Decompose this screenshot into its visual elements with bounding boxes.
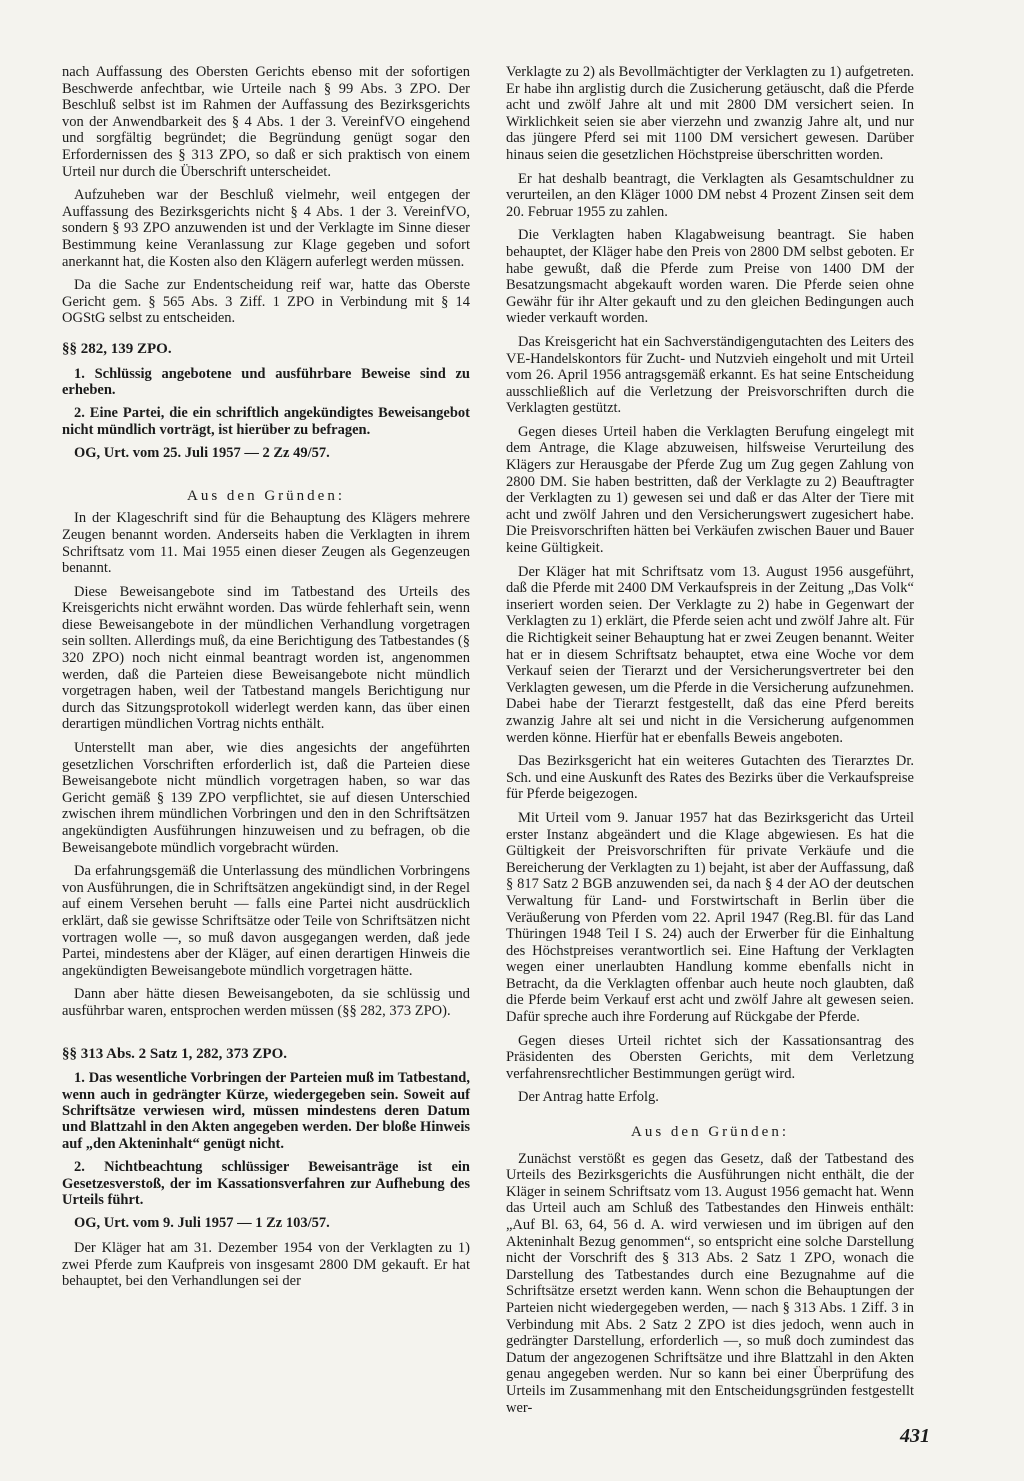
paragraph: Aufzuheben war der Beschluß vielmehr, weil entgegen der Auffassung des Bezirksgerichts nicht § 4 Abs. 1 der 3. VereinfVO, sondern § 93 ZPO anzuwenden ist und der Verklagte im Sinne dieser Bestimmung keine Veranlassung zur Klage gegeben und sofort anerkannt hat, die Kosten also den Klägern auferlegt werden müssen. <box>62 187 470 270</box>
paragraph: Das Bezirksgericht hat ein weiteres Gutachten des Tierarztes Dr. Sch. und eine Auskunft des Rates des Bezirks über die Verkaufspreise für Pferde beigezogen. <box>506 753 914 803</box>
paragraph: Verklagte zu 2) als Bevollmächtigter der Verklagten zu 1) aufgetreten. Er habe ihn arglistig durch die Zusicherung getäuscht, daß die Pferde acht und zwölf Jahre alt und mit 2800 DM versichert seien. In Wirklichkeit seien sie aber vierzehn und zwanzig Jahre alt, und nur das jüngere Pferd sei mit 1100 DM versichert gewesen. Darüber hinaus seien die gesetzlichen Höchstpreise überschritten worden. <box>506 64 914 163</box>
headnote: 2. Nichtbeachtung schlüssiger Beweisanträge ist ein Gesetzesverstoß, der im Kassationsverfahren zur Aufhebung des Urteils führt. <box>62 1159 470 1208</box>
paragraph: Mit Urteil vom 9. Januar 1957 hat das Bezirksgericht das Urteil erster Instanz abgeändert und die Klage abgewiesen. Es hat die Gültigkeit der Preisvorschriften für private Verkäufe und die Bereicherung der Verklagten zu 1) bejaht, ist aber der Auffassung, daß § 817 Satz 2 BGB anzuwenden sei, da nach § 4 der AO der deutschen Verwaltung für Land- und Forstwirtschaft in Berlin über die Veräußerung von Pferden vom 22. April 1947 (Reg.Bl. für das Land Thüringen 1948 Teil I S. 24) auch der Erwerber für die Einhaltung des Höchstpreises verantwortlich sei. Eine Haftung der Verklagten wegen einer unerlaubten Handlung komme ebenfalls nicht in Betracht, da die Verklagten offenbar auch heute noch glaubten, daß die Pferde beim Verkauf erst acht und zwölf Jahre alt gewesen seien. Dafür spreche auch ihre Forderung auf Rückgabe der Pferde. <box>506 809 914 1026</box>
paragraph: Er hat deshalb beantragt, die Verklagten als Gesamtschuldner zu verurteilen, an den Kläger 1000 DM nebst 4 Prozent Zinsen seit dem 20. Februar 1955 zu zahlen. <box>506 170 914 220</box>
paragraph: Da erfahrungsgemäß die Unterlassung des mündlichen Vorbringens von Ausführungen, die in Schriftsätzen angekündigt sind, in der Regel auf einem Versehen beruht — falls eine Partei nicht ausdrücklich erklärt, daß sie gewisse Schriftsätze oder Teile von Schriftsätzen nicht vortragen wolle —, so muß davon ausgegangen werden, daß jede Partei, mindestens aber der Kläger, auf einen derartigen Hinweis die angekündigten Beweisangebote mündlich vorgetragen hätte. <box>62 863 470 979</box>
paragraph: nach Auffassung des Obersten Gerichts ebenso mit der sofortigen Beschwerde anfechtbar, wie Urteile nach § 99 Abs. 3 ZPO. Der Beschluß selbst ist im Rahmen der Auffassung des Bezirksgerichts von der Anwendbarkeit des § 4 Abs. 1 der 3. VereinfVO eingehend und sorgfältig begründet; die Begründung genügt sogar den Erfordernissen des § 313 ZPO, so daß er sich praktisch von einem Urteil nur durch die Überschrift unterscheidet. <box>62 64 470 180</box>
paragraph: Unterstellt man aber, wie dies angesichts der angeführten gesetzlichen Vorschriften erforderlich ist, daß die Parteien diese Beweisangebote nicht mündlich vorgetragen haben, so war das Gericht gemäß § 139 ZPO verpflichtet, sie auf diesen Unterschied zwischen ihrem mündlichen Vorbringen und den in den Schriftsätzen angekündigten Ausführungen hinzuweisen und zu befragen, ob die Beweisangebote mündlich vorgebracht würden. <box>62 740 470 856</box>
reasons-heading: Aus den Gründen: <box>631 1124 789 1141</box>
paragraph: Diese Beweisangebote sind im Tatbestand des Urteils des Kreisgerichts nicht erwähnt worden. Das würde fehlerhaft sein, wenn diese Beweisangebote in der mündlichen Verhandlung vorgetragen sein sollten. Allerdings muß, da eine Berichtigung des Tatbestandes (§ 320 ZPO) noch nicht einmal beantragt worden ist, angenommen werden, daß die Parteien diese Beweisangebote nicht mündlich vorgetragen haben, weil der Tatbestand mangels Berichtigung nur durch das Sitzungsprotokoll widerlegt werden kann, das über einen derartigen mündlichen Vortrag nichts enthält. <box>62 583 470 733</box>
paragraph: Der Antrag hatte Erfolg. <box>518 1089 659 1106</box>
paragraph: Der Kläger hat am 31. Dezember 1954 von der Verklagten zu 1) zwei Pferde zum Kaufpreis von insgesamt 2800 DM gekauft. Er hat behauptet, bei den Verhandlungen sei der <box>62 1239 470 1290</box>
headnote: 1. Schlüssig angebotene und ausführbare Beweise sind zu erheben. <box>62 365 470 398</box>
paragraph: Zunächst verstößt es gegen das Gesetz, daß der Tatbestand des Urteils des Bezirksgerichts die Ausführungen nicht enthält, die der Kläger in seinem Schriftsatz vom 13. August 1956 gemacht hat. Wenn das Urteil auch am Schluß des Tatbestandes den Hinweis enthält: „Auf Bl. 63, 64, 56 d. A. wird verwiesen und im übrigen auf den Akteninhalt Bezug genommen“, so entspricht eine solche Darstellung nicht der Vorschrift des § 313 Abs. 2 Satz 1 ZPO, wonach die Darstellung des Tatbestandes durch eine Bezugnahme auf die Schriftsätze ersetzt werden kann. Wenn schon die Behauptungen der Parteien nicht wiedergegeben werden, — nach § 313 Abs. 1 Ziff. 3 in Verbindung mit Abs. 2 Satz 2 ZPO ist dies jedoch, wenn auch in gedrängter Darstellung, erforderlich —, so muß doch zumindest das Datum der angezogenen Schriftsätze und ihre Blattzahl in den Akten genau angegeben werden. Nur so kann bei einer Überprüfung des Urteils im Zusammenhang mit den Entscheidungsgründen festgestellt wer- <box>506 1150 914 1416</box>
paragraph: Die Verklagten haben Klagabweisung beantragt. Sie haben behauptet, der Kläger habe den Preis von 2800 DM selbst geboten. Er habe gewußt, daß die Pferde zum Preise von 1400 DM der Besatzungsmacht abgekauft worden waren. Die Pferde seien ohne Gewähr für ihr Alter gekauft und zu den gleichen Bedingungen auch wieder verkauft worden. <box>506 227 914 327</box>
section-heading: §§ 313 Abs. 2 Satz 1, 282, 373 ZPO. <box>62 1045 288 1062</box>
paragraph: In der Klageschrift sind für die Behauptung des Klägers mehrere Zeugen benannt worden. Anderseits haben die Verklagten in ihrem Schriftsatz vom 11. Mai 1955 einen dieser Zeugen als Gegenzeugen benannt. <box>62 510 470 577</box>
right-column <box>506 64 914 1423</box>
headnote: 2. Eine Partei, die ein schriftlich angekündigtes Beweisangebot nicht mündlich vorträgt, ist hierüber zu befragen. <box>62 405 470 438</box>
section-heading: §§ 282, 139 ZPO. <box>62 340 172 357</box>
left-column <box>62 64 470 1297</box>
reasons-heading: Aus den Gründen: <box>187 487 345 504</box>
page-number: 431 <box>900 1425 930 1447</box>
paragraph: Der Kläger hat mit Schriftsatz vom 13. August 1956 ausgeführt, daß die Pferde mit 2400 DM Verkaufspreis in der Zeitung „Das Volk“ inseriert worden seien. Der Verklagte zu 2) habe in Gegenwart der Verklagten zu 1) erklärt, die Pferde seien acht und zwölf Jahre alt. Für die Richtigkeit seiner Behauptung hat er zwei Zeugen benannt. Weiter hat er in diesem Schriftsatz behauptet, etwa eine Woche vor dem Verkauf seien der Tierarzt und der Versicherungsvertreter bei den Verklagten gewesen, um die Pferde in die Versicherung aufzunehmen. Dabei habe der Tierarzt festgestellt, daß das eine Pferd bereits zwanzig Jahre alt sei und nicht in die Versicherung aufgenommen werden könne. Hierfür hat er ebenfalls Beweis angeboten. <box>506 563 914 746</box>
headnote: 1. Das wesentliche Vorbringen der Parteien muß im Tatbestand, wenn auch in gedrängter Kürze, wiedergegeben sein. Soweit auf Schriftsätze verwiesen wird, müssen mindestens deren Datum und Blattzahl in den Akten angegeben werden. Der bloße Hinweis auf „den Akteninhalt“ genügt nicht. <box>62 1070 470 1152</box>
paragraph: Dann aber hätte diesen Beweisangeboten, da sie schlüssig und ausführbar waren, entsprochen werden müssen (§§ 282, 373 ZPO). <box>62 986 470 1019</box>
paragraph: Gegen dieses Urteil haben die Verklagten Berufung eingelegt mit dem Antrage, die Klage abzuweisen, hilfsweise Verurteilung des Klägers zur Herausgabe der Pferde Zug um Zug gegen Zahlung von 2800 DM. Sie haben bestritten, daß der Verklagte zu 2) Beauftragter der Verklagten zu 1) gewesen sei und daß er das Alter der Tiere mit acht und zwölf Jahren und den Versicherungswert zugesichert habe. Die Preisvorschriften hätten bei Verkäufen zwischen Bauer und Bauer keine Gültigkeit. <box>506 423 914 557</box>
citation: OG, Urt. vom 9. Juli 1957 — 1 Zz 103/57. <box>74 1215 330 1232</box>
paragraph: Gegen dieses Urteil richtet sich der Kassationsantrag des Präsidenten des Obersten Gerichts, mit dem Verletzung verfahrensrechtlicher Bestimmungen gerügt wird. <box>506 1032 914 1082</box>
paragraph: Da die Sache zur Endentscheidung reif war, hatte das Oberste Gericht gem. § 565 Abs. 3 Ziff. 1 ZPO in Verbindung mit § 14 OGStG selbst zu entscheiden. <box>62 277 470 327</box>
paragraph: Das Kreisgericht hat ein Sachverständigengutachten des Leiters des VE-Handelskontors für Zucht- und Nutzvieh eingeholt und mit Urteil vom 26. April 1956 antragsgemäß erkannt. Es hat seine Entscheidung ausschließlich auf die Verletzung der Preisvorschriften durch die Verklagten gestützt. <box>506 333 914 417</box>
citation: OG, Urt. vom 25. Juli 1957 — 2 Zz 49/57. <box>74 445 330 462</box>
